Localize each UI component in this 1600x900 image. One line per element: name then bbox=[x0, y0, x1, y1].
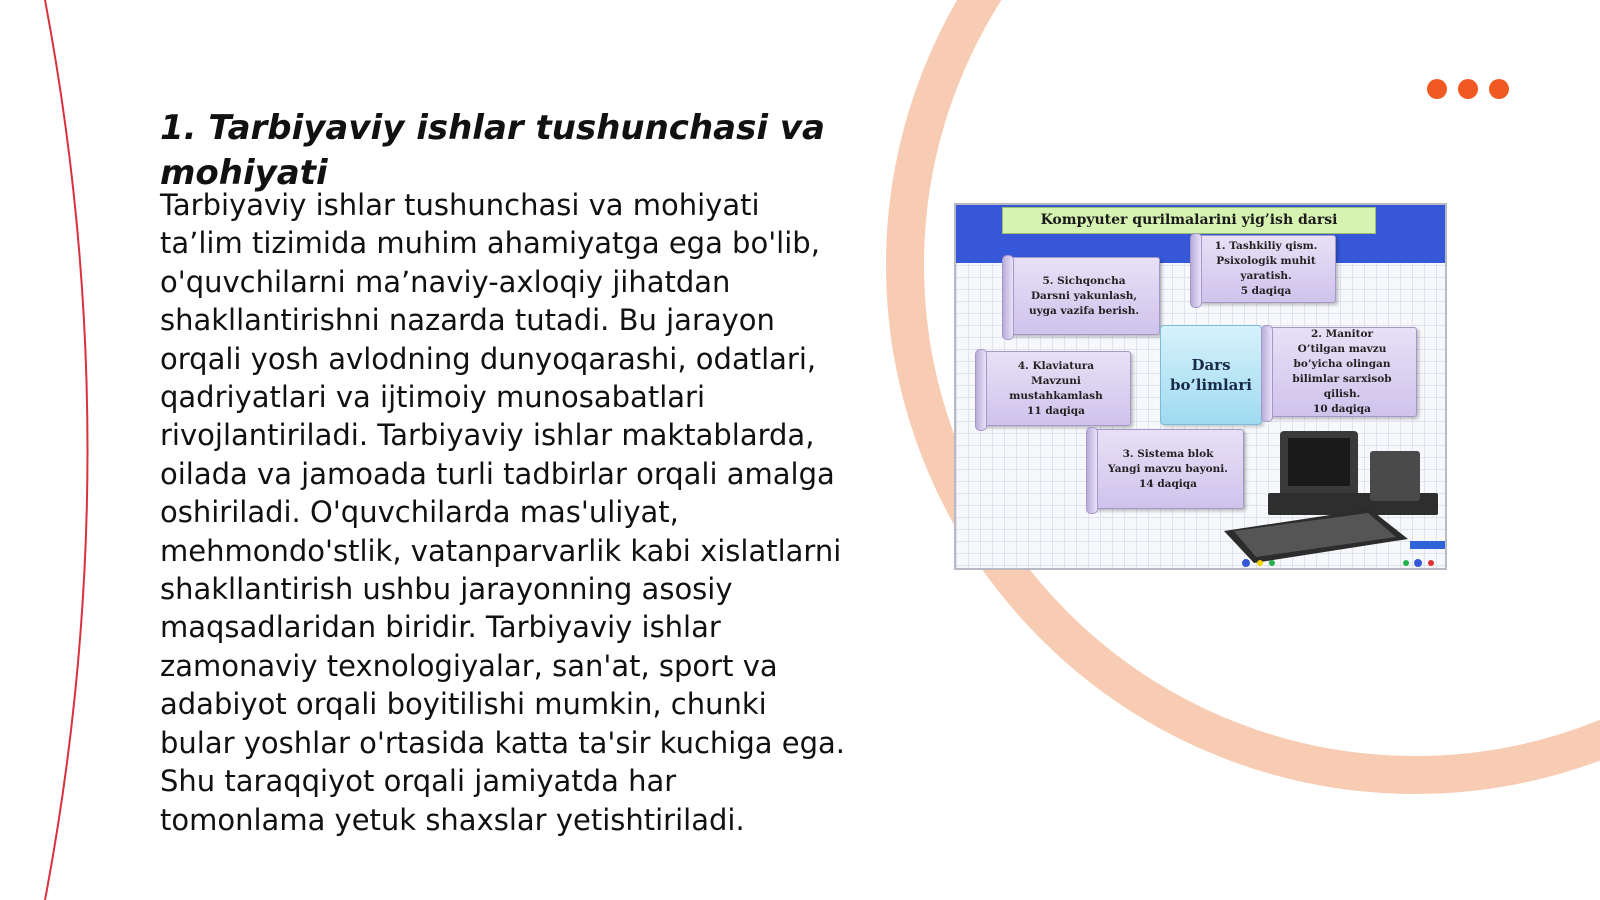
left-red-line bbox=[45, 0, 88, 900]
more-dots-icon bbox=[1427, 79, 1509, 99]
lesson-parts-box: Dars bo’limlari bbox=[1160, 325, 1262, 425]
slide-title: 1. Tarbiyaviy ishlar tushunchasi va mohiyati bbox=[160, 108, 825, 193]
scroll-step-5: 5. Sichqoncha Darsni yakunlash, uyga vazifa berish. bbox=[1008, 257, 1160, 335]
figure-title: Kompyuter qurilmalarini yig’ish darsi bbox=[1002, 207, 1376, 234]
dot-1 bbox=[1427, 79, 1447, 99]
lesson-diagram-image bbox=[954, 203, 1447, 570]
scroll-step-3: 3. Sistema blok Yangi mavzu bayoni. 14 daqiqa bbox=[1092, 429, 1244, 509]
scroll-step-2: 2. Manitor O’tilgan mavzu bo’yicha olingan bilimlar sarxisob qilish. 10 daqiqa bbox=[1267, 327, 1417, 417]
slide-body: Tarbiyaviy ishlar tushunchasi va mohiyati ta’lim tizimida muhim ahamiyatga ega bo'lib, o'quvchilarni ma’naviy-axloqiy jihatdan shakllantirishni nazarda tutadi. Bu jarayon orqali yosh avlodning dunyoqarashi, odatlari, qadriyatlari va ijtimoiy munosabatlari rivojlantiriladi. Tarbiyaviy ishlar maktablarda, oilada va jamoada turli tadbirlar orqali amalga oshiriladi. O'quvchilarda mas'uliyat, mehmondo'stlik, vatanparvarlik kabi xislatlarni shakllantirish ushbu jarayonning asosiy maqsadlaridan biridir. Tarbiyaviy ishlar zamonaviy texnologiyalar, san'at, sport va adabiyot orqali boyitilishi mumkin, chunki bular yoshlar o'rtasida katta ta'sir kuchiga ega. Shu taraqqiyot orqali jamiyatda har tomonlama yetuk shaxslar yetishtiriladi. bbox=[160, 188, 845, 837]
scroll-step-1: 1. Tashkiliy qism. Psixologik muhit yaratish. 5 daqiqa bbox=[1196, 235, 1336, 303]
desktop-computer-icon bbox=[1220, 423, 1447, 570]
scroll-step-4: 4. Klaviatura Mavzuni mustahkamlash 11 daqiqa bbox=[981, 351, 1131, 426]
dot-2 bbox=[1458, 79, 1478, 99]
dot-3 bbox=[1489, 79, 1509, 99]
